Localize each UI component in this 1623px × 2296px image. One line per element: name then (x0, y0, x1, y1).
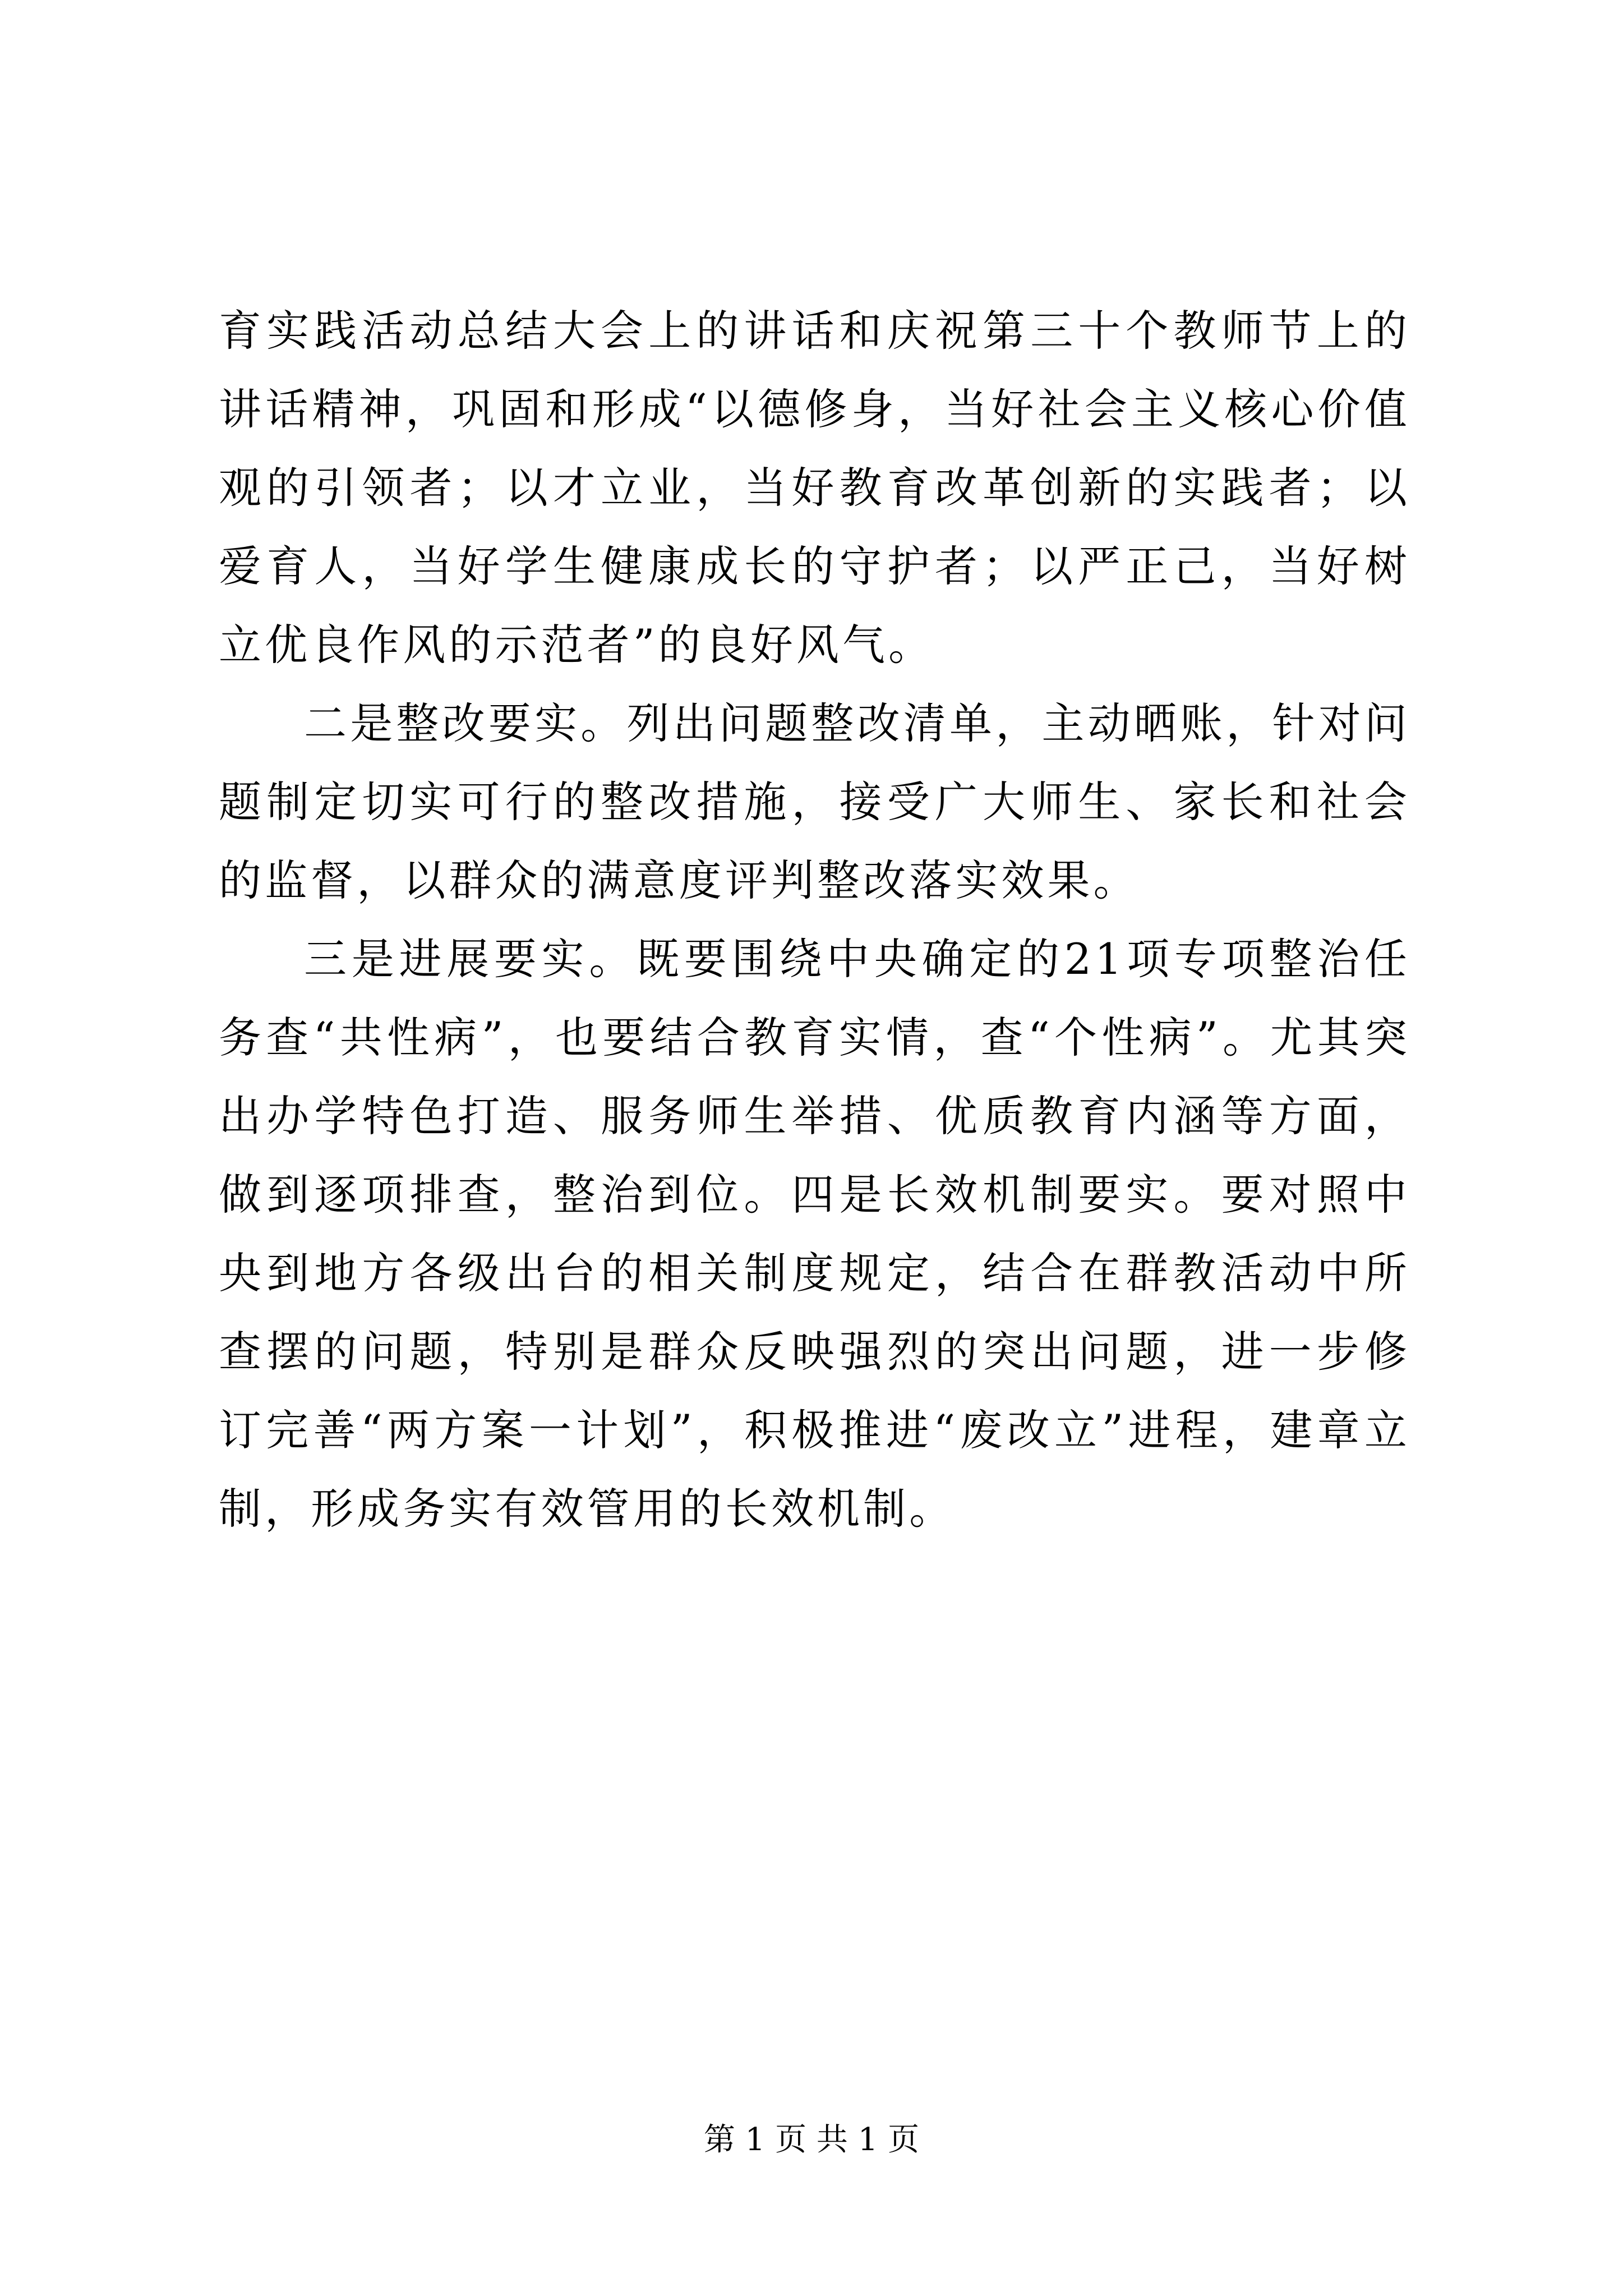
paragraph-1: 育实践活动总结大会上的讲话和庆祝第三十个教师节上的讲话精神，巩固和形成“以德修身，当好社会主义核心价值观的引领者；以才立业，当好教育改革创新的实践者；以爱育人，当好学生健康成长的守护者；以严正己，当好树立优良作风的示范者”的良好风气。 (219, 306, 1410, 670)
document-body (219, 292, 1410, 1548)
paragraph-3: 三是进展要实。既要围绕中央确定的21项专项整治任务查“共性病”，也要结合教育实情，查“个性病”。尤其突出办学特色打造、服务师生举措、优质教育内涵等方面，做到逐项排查，整治到位。四是长效机制要实。要对照中央到地方各级出台的相关制度规定，结合在群教活动中所查摆的问题，特别是群众反映强烈的突出问题，进一步修订完善“两方案一计划”，积极推进“废改立”进程，建章立制，形成务实有效管用的长效机制。 (219, 934, 1410, 1534)
page-footer: 第 1 页 共 1 页 (703, 2122, 920, 2158)
paragraph-2: 二是整改要实。列出问题整改清单，主动晒账，针对问题制定切实可行的整改措施，接受广大师生、家长和社会的监督，以群众的满意度评判整改落实效果。 (219, 698, 1410, 905)
